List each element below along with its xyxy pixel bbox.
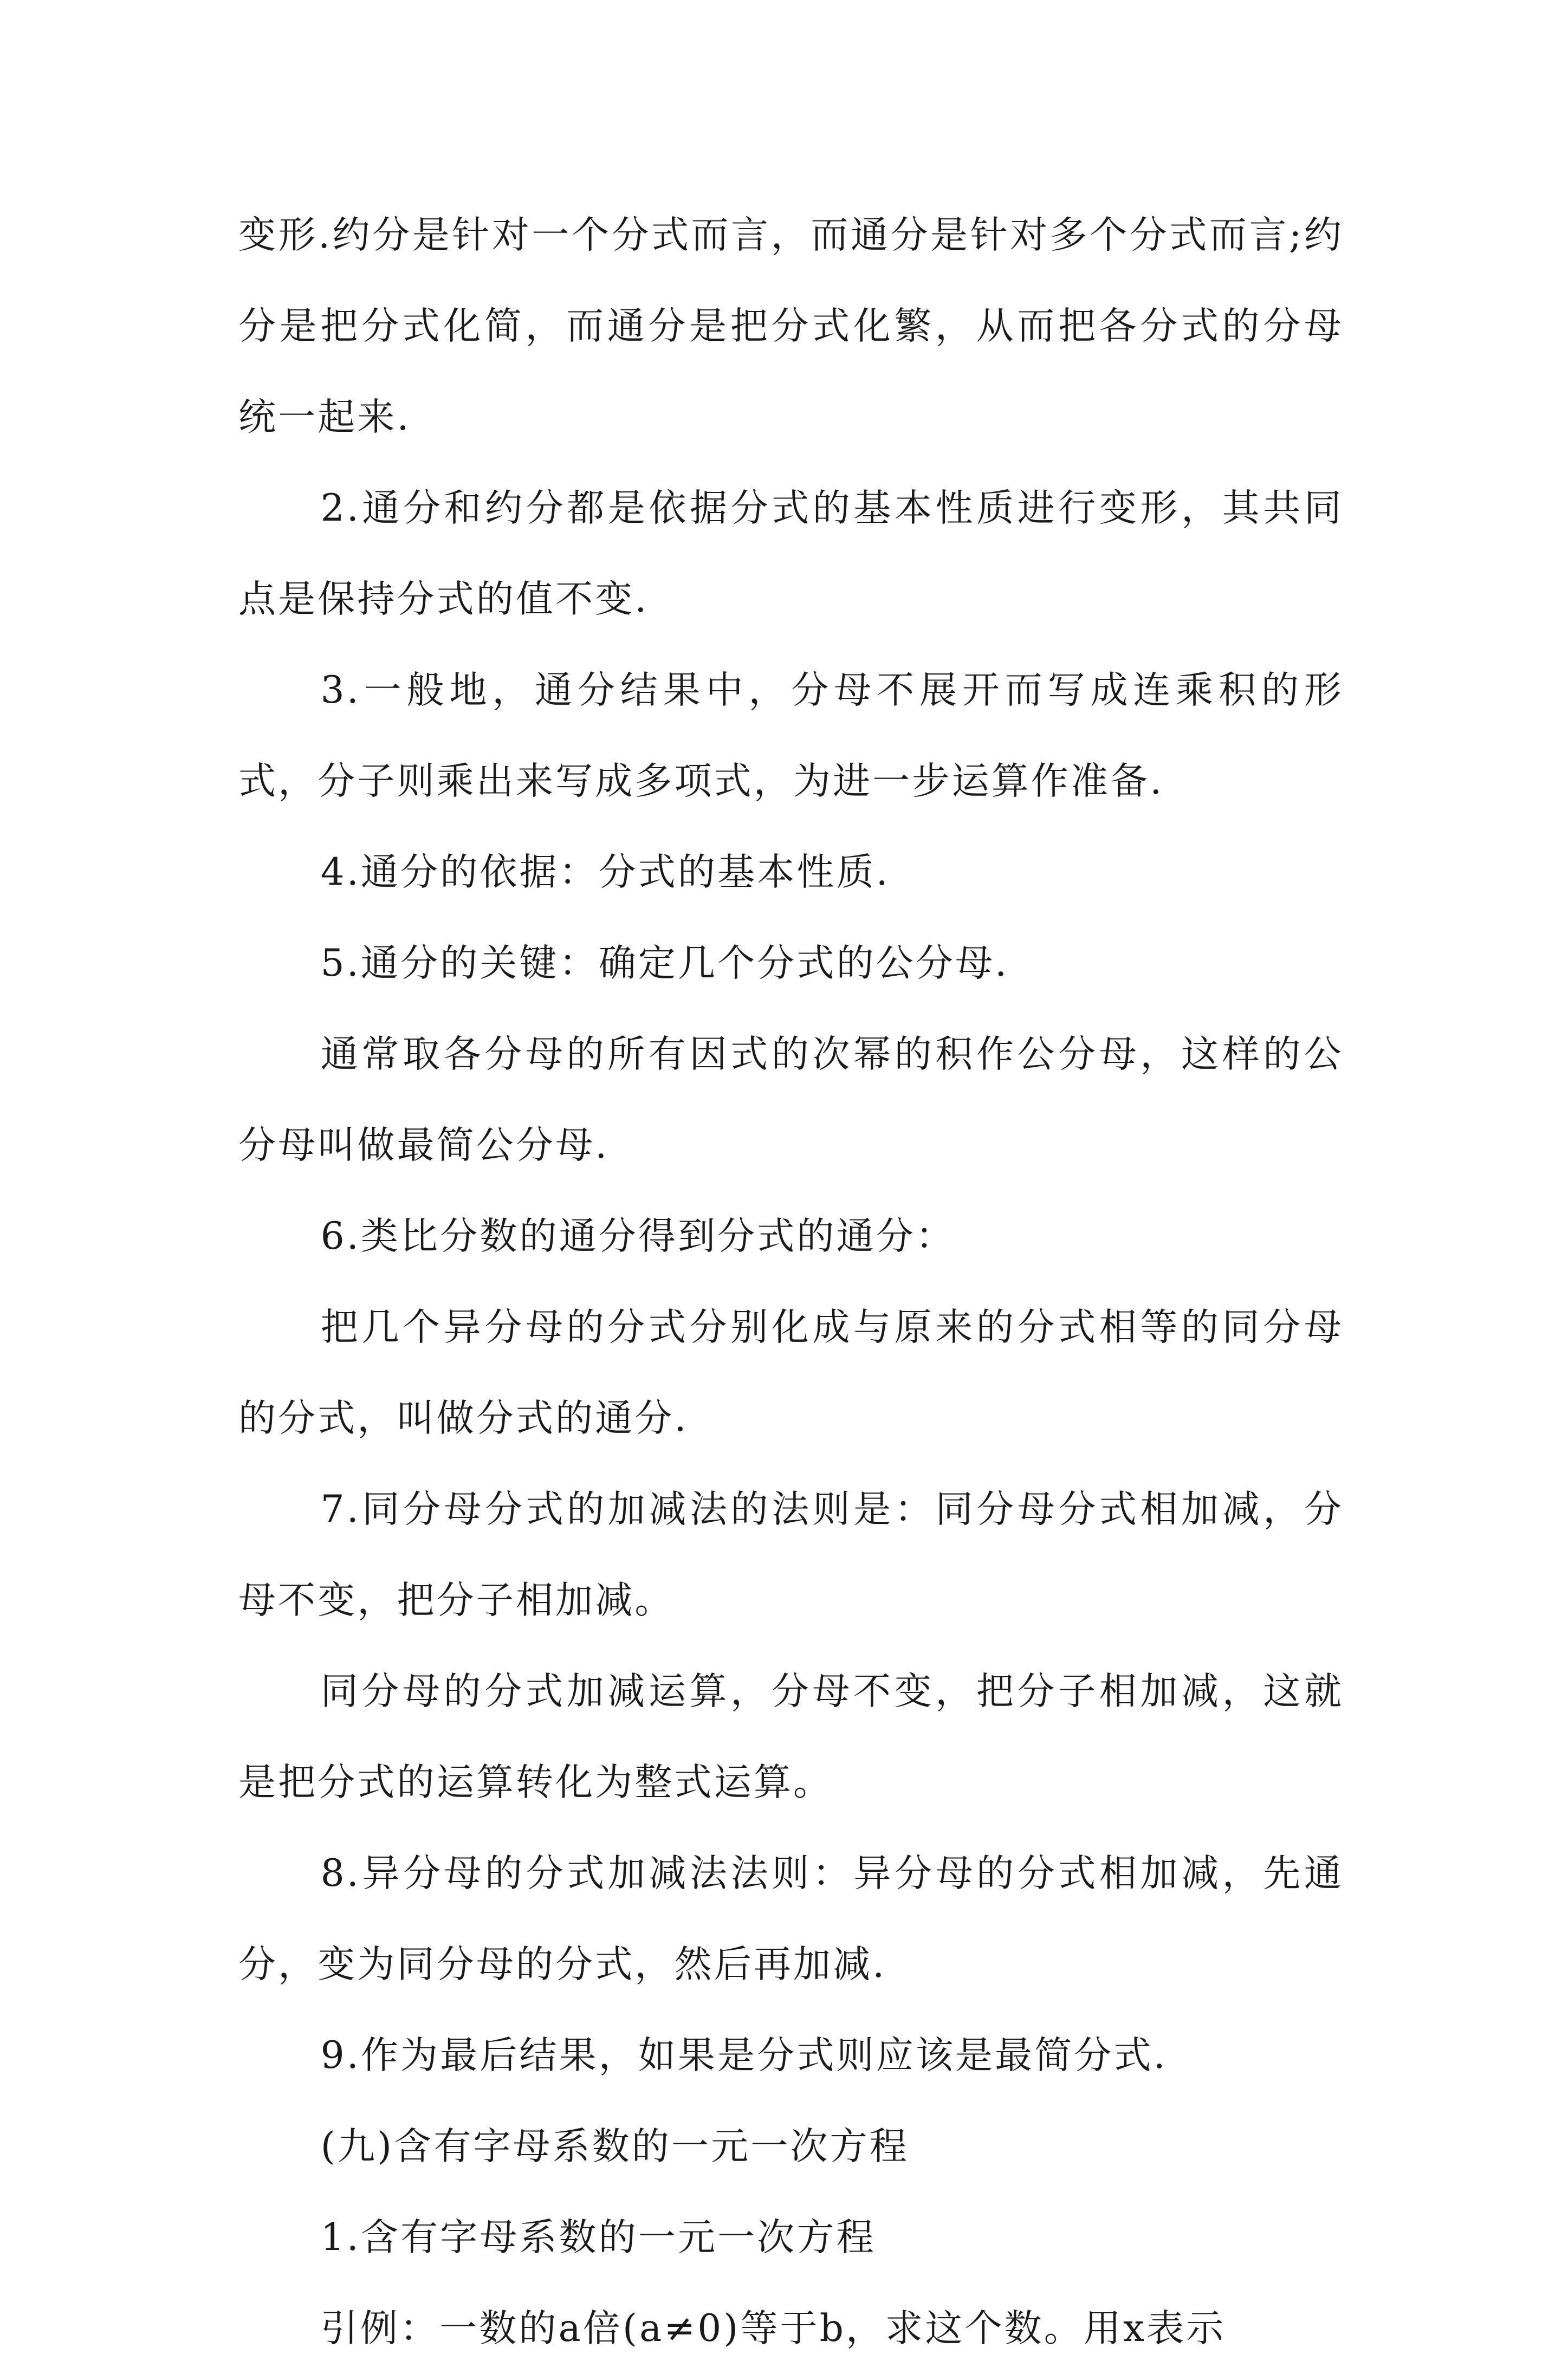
paragraph-item-8: 8.异分母的分式加减法法则：异分母的分式相加减，先通分，变为同分母的分式，然后再加减. [238,1852,1344,1986]
document-body [238,190,1344,2374]
paragraph-continuation: 变形.约分是针对一个分式而言，而通分是针对多个分式而言;约分是把分式化简，而通分是把分式化繁，从而把各分式的分母统一起来. [238,213,1344,439]
paragraph-definition-tongfen: 把几个异分母的分式分别化成与原来的分式相等的同分母的分式，叫做分式的通分. [238,1306,1344,1440]
paragraph-common-denominator: 通常取各分母的所有因式的次幂的积作公分母，这样的公分母叫做最简公分母. [238,1033,1344,1167]
paragraph-item-2: 2.通分和约分都是依据分式的基本性质进行变形，其共同点是保持分式的值不变. [238,487,1344,621]
section-heading-9: (九)含有字母系数的一元一次方程 [320,2125,909,2168]
paragraph-example: 引例：一数的a倍(a≠0)等于b，求这个数。用x表示 [320,2307,1226,2350]
paragraph-item-9: 9.作为最后结果，如果是分式则应该是最简分式. [320,2034,1168,2077]
paragraph-item-7: 7.同分母分式的加减法的法则是：同分母分式相加减，分母不变，把分子相加减。 [238,1488,1344,1622]
paragraph-same-denominator: 同分母的分式加减运算，分母不变，把分子相加减，这就是把分式的运算转化为整式运算。 [238,1670,1344,1804]
paragraph-item-6: 6.类比分数的通分得到分式的通分： [320,1215,956,1258]
paragraph-item-4: 4.通分的依据：分式的基本性质. [320,851,890,894]
paragraph-item-5: 5.通分的关键：确定几个分式的公分母. [320,942,1009,985]
paragraph-item-3: 3.一般地，通分结果中，分母不展开而写成连乘积的形式，分子则乘出来写成多项式，为进一步运算作准备. [238,669,1344,803]
subsection-heading-1: 1.含有字母系数的一元一次方程 [320,2216,876,2259]
